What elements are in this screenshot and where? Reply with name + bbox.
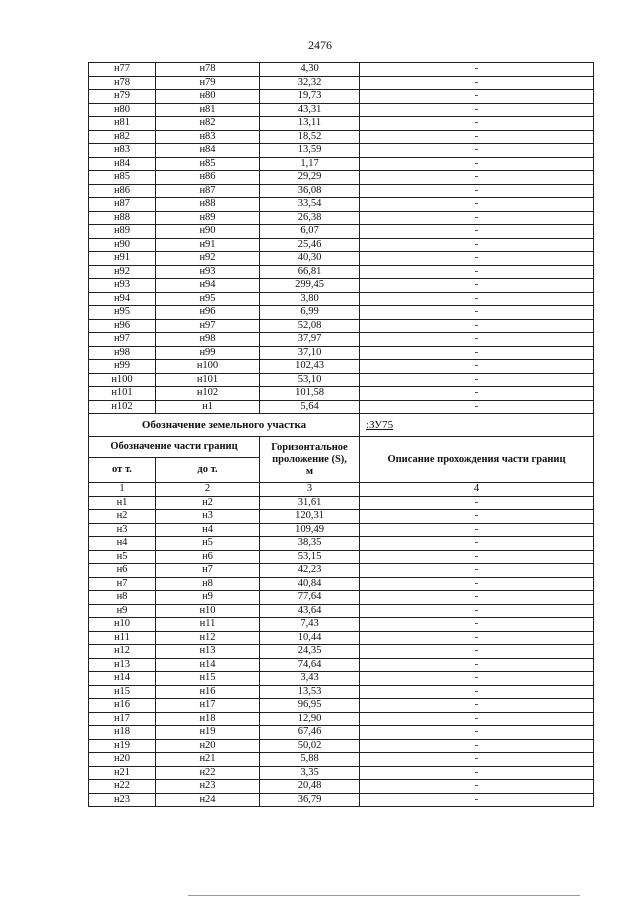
header-to: до т. xyxy=(156,458,260,483)
column-number-4: 4 xyxy=(360,483,594,497)
cell-to: н17 xyxy=(156,699,260,713)
cell-desc: - xyxy=(360,685,594,699)
cell-length: 40,30 xyxy=(260,252,360,266)
cell-to: н101 xyxy=(156,373,260,387)
column-number-2: 2 xyxy=(156,483,260,497)
cell-from: н15 xyxy=(89,685,156,699)
table-row xyxy=(89,766,594,780)
table-row xyxy=(89,346,594,360)
cell-to: н94 xyxy=(156,279,260,293)
cell-from: н88 xyxy=(89,211,156,225)
cell-to: н12 xyxy=(156,631,260,645)
table-row xyxy=(89,577,594,591)
cell-desc: - xyxy=(360,564,594,578)
table-row xyxy=(89,618,594,632)
cell-length: 32,32 xyxy=(260,76,360,90)
cell-length: 13,59 xyxy=(260,144,360,158)
cell-to: н24 xyxy=(156,793,260,807)
cell-desc: - xyxy=(360,618,594,632)
cell-from: н13 xyxy=(89,658,156,672)
cell-desc: - xyxy=(360,496,594,510)
cell-length: 74,64 xyxy=(260,658,360,672)
cell-to: н91 xyxy=(156,238,260,252)
cell-length: 1,17 xyxy=(260,157,360,171)
cell-desc: - xyxy=(360,225,594,239)
cell-from: н87 xyxy=(89,198,156,212)
cell-desc: - xyxy=(360,76,594,90)
table-row xyxy=(89,780,594,794)
cell-to: н99 xyxy=(156,346,260,360)
header-length-line1: Горизонтальное xyxy=(271,441,348,453)
cell-length: 53,10 xyxy=(260,373,360,387)
cell-length: 29,29 xyxy=(260,171,360,185)
cell-to: н11 xyxy=(156,618,260,632)
table-row xyxy=(89,360,594,374)
cell-to: н81 xyxy=(156,103,260,117)
cell-length: 43,64 xyxy=(260,604,360,618)
cell-from: н99 xyxy=(89,360,156,374)
cell-to: н102 xyxy=(156,387,260,401)
table-row xyxy=(89,333,594,347)
table-row xyxy=(89,699,594,713)
cell-to: н95 xyxy=(156,292,260,306)
cell-to: н7 xyxy=(156,564,260,578)
cell-from: н1 xyxy=(89,496,156,510)
cell-length: 10,44 xyxy=(260,631,360,645)
cell-desc: - xyxy=(360,793,594,807)
cell-desc: - xyxy=(360,400,594,414)
cell-desc: - xyxy=(360,766,594,780)
cell-from: н93 xyxy=(89,279,156,293)
cell-from: н7 xyxy=(89,577,156,591)
cell-length: 12,90 xyxy=(260,712,360,726)
cell-desc: - xyxy=(360,63,594,77)
table-row xyxy=(89,198,594,212)
cell-to: н22 xyxy=(156,766,260,780)
cell-desc: - xyxy=(360,550,594,564)
cell-desc: - xyxy=(360,252,594,266)
cell-length: 66,81 xyxy=(260,265,360,279)
cell-to: н79 xyxy=(156,76,260,90)
cell-to: н84 xyxy=(156,144,260,158)
cell-from: н80 xyxy=(89,103,156,117)
table-row xyxy=(89,400,594,414)
table-row xyxy=(89,793,594,807)
table-row xyxy=(89,103,594,117)
cell-from: н97 xyxy=(89,333,156,347)
cell-length: 37,10 xyxy=(260,346,360,360)
cell-length: 109,49 xyxy=(260,523,360,537)
table-row xyxy=(89,631,594,645)
cell-from: н18 xyxy=(89,726,156,740)
cell-from: н4 xyxy=(89,537,156,551)
table-row xyxy=(89,211,594,225)
cell-desc: - xyxy=(360,780,594,794)
cell-to: н9 xyxy=(156,591,260,605)
section-code: :ЗУ75 xyxy=(360,414,594,437)
cell-desc: - xyxy=(360,171,594,185)
cell-to: н21 xyxy=(156,753,260,767)
cell-from: н89 xyxy=(89,225,156,239)
cell-to: н6 xyxy=(156,550,260,564)
table-row xyxy=(89,645,594,659)
cell-from: н19 xyxy=(89,739,156,753)
cell-from: н79 xyxy=(89,90,156,104)
cell-length: 13,53 xyxy=(260,685,360,699)
cell-desc: - xyxy=(360,346,594,360)
cell-to: н93 xyxy=(156,265,260,279)
cell-length: 33,54 xyxy=(260,198,360,212)
cell-desc: - xyxy=(360,658,594,672)
cell-desc: - xyxy=(360,537,594,551)
cell-length: 40,84 xyxy=(260,577,360,591)
cell-length: 6,07 xyxy=(260,225,360,239)
cell-from: н12 xyxy=(89,645,156,659)
section-title-row xyxy=(89,414,594,437)
cell-length: 43,31 xyxy=(260,103,360,117)
cell-to: н88 xyxy=(156,198,260,212)
cell-to: н14 xyxy=(156,658,260,672)
cell-from: н10 xyxy=(89,618,156,632)
cell-to: н100 xyxy=(156,360,260,374)
cell-length: 42,23 xyxy=(260,564,360,578)
cell-length: 3,80 xyxy=(260,292,360,306)
header-from: от т. xyxy=(89,458,156,483)
cell-length: 25,46 xyxy=(260,238,360,252)
table-row xyxy=(89,496,594,510)
cell-to: н13 xyxy=(156,645,260,659)
cell-to: н2 xyxy=(156,496,260,510)
section-title: Обозначение земельного участка xyxy=(89,414,360,437)
cell-from: н5 xyxy=(89,550,156,564)
header-parts: Обозначение части границ xyxy=(89,437,260,458)
cell-from: н100 xyxy=(89,373,156,387)
cell-from: н20 xyxy=(89,753,156,767)
table-row xyxy=(89,279,594,293)
cell-from: н85 xyxy=(89,171,156,185)
column-number-row xyxy=(89,483,594,497)
cell-from: н17 xyxy=(89,712,156,726)
section-header xyxy=(89,414,594,497)
cell-desc: - xyxy=(360,333,594,347)
cell-to: н10 xyxy=(156,604,260,618)
cell-desc: - xyxy=(360,157,594,171)
cell-from: н96 xyxy=(89,319,156,333)
cell-to: н98 xyxy=(156,333,260,347)
cell-length: 3,43 xyxy=(260,672,360,686)
cell-desc: - xyxy=(360,198,594,212)
table-row xyxy=(89,265,594,279)
table-row xyxy=(89,225,594,239)
cell-length: 299,45 xyxy=(260,279,360,293)
bottom-rule xyxy=(188,895,580,896)
table-row xyxy=(89,753,594,767)
cell-desc: - xyxy=(360,591,594,605)
table-row xyxy=(89,523,594,537)
cell-length: 96,95 xyxy=(260,699,360,713)
cell-from: н94 xyxy=(89,292,156,306)
cell-length: 120,31 xyxy=(260,510,360,524)
cell-from: н21 xyxy=(89,766,156,780)
cell-desc: - xyxy=(360,306,594,320)
cell-length: 24,35 xyxy=(260,645,360,659)
cell-to: н78 xyxy=(156,63,260,77)
cell-from: н3 xyxy=(89,523,156,537)
cell-desc: - xyxy=(360,292,594,306)
cell-desc: - xyxy=(360,360,594,374)
table-row xyxy=(89,144,594,158)
cell-desc: - xyxy=(360,279,594,293)
cell-to: н4 xyxy=(156,523,260,537)
cell-to: н83 xyxy=(156,130,260,144)
cell-length: 5,88 xyxy=(260,753,360,767)
cell-to: н80 xyxy=(156,90,260,104)
table-row xyxy=(89,130,594,144)
cell-length: 13,11 xyxy=(260,117,360,131)
cell-length: 53,15 xyxy=(260,550,360,564)
cell-from: н8 xyxy=(89,591,156,605)
cell-from: н101 xyxy=(89,387,156,401)
cell-desc: - xyxy=(360,739,594,753)
table-row xyxy=(89,658,594,672)
table-row xyxy=(89,712,594,726)
table-row xyxy=(89,252,594,266)
header-desc: Описание прохождения части границ xyxy=(360,437,594,483)
cell-from: н102 xyxy=(89,400,156,414)
cell-length: 102,43 xyxy=(260,360,360,374)
table-row xyxy=(89,739,594,753)
cell-to: н18 xyxy=(156,712,260,726)
cell-desc: - xyxy=(360,130,594,144)
table-row xyxy=(89,238,594,252)
cell-desc: - xyxy=(360,373,594,387)
cell-to: н5 xyxy=(156,537,260,551)
cell-desc: - xyxy=(360,523,594,537)
cell-desc: - xyxy=(360,117,594,131)
cell-to: н82 xyxy=(156,117,260,131)
table-row xyxy=(89,685,594,699)
cell-desc: - xyxy=(360,319,594,333)
cell-to: н86 xyxy=(156,171,260,185)
cell-desc: - xyxy=(360,144,594,158)
cell-from: н9 xyxy=(89,604,156,618)
cell-to: н15 xyxy=(156,672,260,686)
cell-length: 3,35 xyxy=(260,766,360,780)
cell-desc: - xyxy=(360,90,594,104)
cell-length: 4,30 xyxy=(260,63,360,77)
cell-to: н23 xyxy=(156,780,260,794)
cell-desc: - xyxy=(360,645,594,659)
table-row xyxy=(89,510,594,524)
cell-desc: - xyxy=(360,604,594,618)
table-row xyxy=(89,387,594,401)
cell-from: н11 xyxy=(89,631,156,645)
cell-length: 67,46 xyxy=(260,726,360,740)
cell-length: 7,43 xyxy=(260,618,360,632)
header-length-line2: проложение (S), xyxy=(272,453,347,465)
table-row xyxy=(89,90,594,104)
table-row xyxy=(89,591,594,605)
table-row xyxy=(89,306,594,320)
cell-desc: - xyxy=(360,726,594,740)
table-row xyxy=(89,319,594,333)
cell-length: 19,73 xyxy=(260,90,360,104)
cell-from: н23 xyxy=(89,793,156,807)
cell-from: н16 xyxy=(89,699,156,713)
cell-desc: - xyxy=(360,577,594,591)
cell-length: 31,61 xyxy=(260,496,360,510)
cell-from: н92 xyxy=(89,265,156,279)
cell-to: н89 xyxy=(156,211,260,225)
cell-desc: - xyxy=(360,699,594,713)
cell-from: н98 xyxy=(89,346,156,360)
cell-from: н83 xyxy=(89,144,156,158)
cell-to: н92 xyxy=(156,252,260,266)
header-row-main xyxy=(89,437,594,458)
cell-from: н90 xyxy=(89,238,156,252)
cell-desc: - xyxy=(360,211,594,225)
cell-desc: - xyxy=(360,712,594,726)
column-number-3: 3 xyxy=(260,483,360,497)
cell-from: н22 xyxy=(89,780,156,794)
cell-from: н91 xyxy=(89,252,156,266)
cell-length: 37,97 xyxy=(260,333,360,347)
cell-to: н1 xyxy=(156,400,260,414)
table-row xyxy=(89,63,594,77)
table-row xyxy=(89,171,594,185)
cell-from: н14 xyxy=(89,672,156,686)
cell-to: н87 xyxy=(156,184,260,198)
cell-length: 52,08 xyxy=(260,319,360,333)
cell-desc: - xyxy=(360,103,594,117)
cell-to: н97 xyxy=(156,319,260,333)
cell-length: 5,64 xyxy=(260,400,360,414)
boundary-table xyxy=(88,62,594,807)
header-length-line3: м xyxy=(305,465,314,477)
header-length xyxy=(260,437,360,483)
cell-length: 18,52 xyxy=(260,130,360,144)
table-row xyxy=(89,373,594,387)
cell-to: н96 xyxy=(156,306,260,320)
cell-length: 77,64 xyxy=(260,591,360,605)
cell-to: н19 xyxy=(156,726,260,740)
cell-from: н84 xyxy=(89,157,156,171)
table-row xyxy=(89,726,594,740)
cell-length: 50,02 xyxy=(260,739,360,753)
cell-length: 36,79 xyxy=(260,793,360,807)
table-row xyxy=(89,157,594,171)
table-row xyxy=(89,76,594,90)
cell-to: н90 xyxy=(156,225,260,239)
cell-length: 38,35 xyxy=(260,537,360,551)
page-number: 2476 xyxy=(308,38,332,52)
part2-rows xyxy=(89,496,594,807)
cell-desc: - xyxy=(360,387,594,401)
cell-length: 26,38 xyxy=(260,211,360,225)
cell-desc: - xyxy=(360,238,594,252)
cell-desc: - xyxy=(360,510,594,524)
table-row xyxy=(89,184,594,198)
cell-to: н85 xyxy=(156,157,260,171)
cell-length: 6,99 xyxy=(260,306,360,320)
cell-desc: - xyxy=(360,265,594,279)
cell-from: н2 xyxy=(89,510,156,524)
cell-from: н78 xyxy=(89,76,156,90)
cell-from: н81 xyxy=(89,117,156,131)
cell-from: н82 xyxy=(89,130,156,144)
cell-from: н77 xyxy=(89,63,156,77)
cell-desc: - xyxy=(360,184,594,198)
table-row xyxy=(89,117,594,131)
column-number-1: 1 xyxy=(89,483,156,497)
cell-length: 36,08 xyxy=(260,184,360,198)
cell-from: н6 xyxy=(89,564,156,578)
cell-to: н20 xyxy=(156,739,260,753)
cell-desc: - xyxy=(360,753,594,767)
cell-to: н8 xyxy=(156,577,260,591)
cell-from: н86 xyxy=(89,184,156,198)
table-row xyxy=(89,604,594,618)
cell-length: 20,48 xyxy=(260,780,360,794)
cell-to: н3 xyxy=(156,510,260,524)
table-row xyxy=(89,564,594,578)
cell-length: 101,58 xyxy=(260,387,360,401)
table-row xyxy=(89,672,594,686)
part1-rows xyxy=(89,63,594,414)
cell-from: н95 xyxy=(89,306,156,320)
table-row xyxy=(89,537,594,551)
table-row xyxy=(89,292,594,306)
cell-desc: - xyxy=(360,672,594,686)
cell-desc: - xyxy=(360,631,594,645)
cell-to: н16 xyxy=(156,685,260,699)
table-row xyxy=(89,550,594,564)
